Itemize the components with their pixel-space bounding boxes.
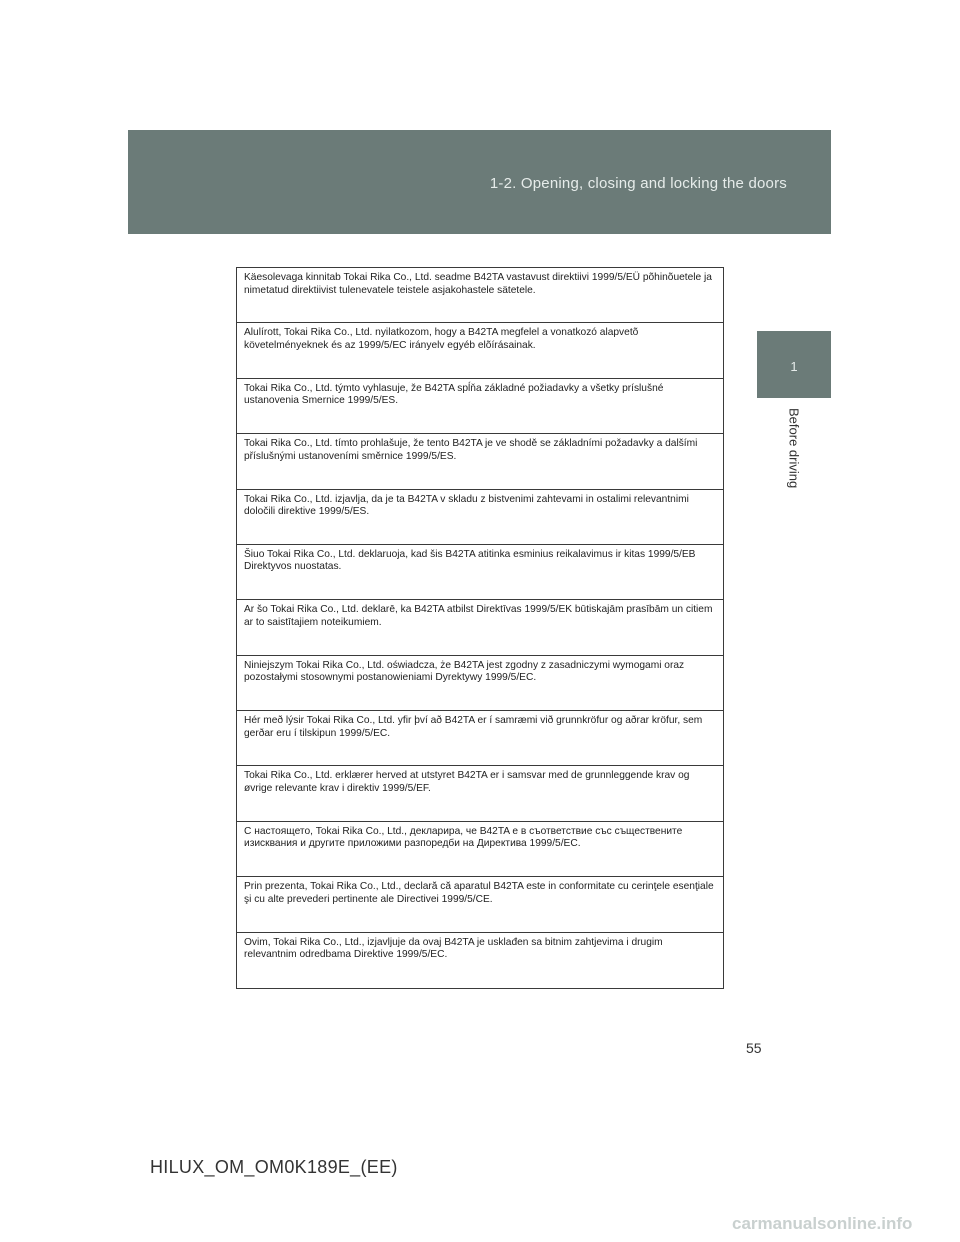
declaration-text-bulgarian: С настоящето, Tokai Rika Co., Ltd., декларира, че B42TA е в съответствие със съществените изисквания и другите приложими разпоредби на Директива 1999/5/EC.	[244, 825, 683, 850]
chapter-label: Before driving	[786, 408, 802, 489]
declaration-row	[237, 545, 723, 600]
declaration-row	[237, 490, 723, 545]
declaration-text-icelandic: Hér með lýsir Tokai Rika Co., Ltd. yfir því að B42TA er í samræmi við grunnkröfur og aðrar kröfur, sem gerðar eru í tilskipun 1999/5/EC.	[244, 715, 703, 739]
declaration-row	[237, 656, 723, 711]
chapter-tab	[757, 331, 831, 398]
chapter-number: 1	[790, 359, 798, 374]
declaration-row	[237, 822, 723, 877]
section-header-band	[128, 130, 831, 234]
section-title: 1-2. Opening, closing and locking the doors	[489, 175, 787, 192]
declaration-row	[237, 268, 723, 323]
declaration-row	[237, 434, 723, 489]
declaration-text-latvian: Ar šo Tokai Rika Co., Ltd. deklarē, ka B42TA atbilst Direktīvas 1999/5/EK būtiskajām prasībām un citiem ar to saistītajiem noteikumiem.	[244, 604, 713, 628]
watermark: carmanualsonline.info	[732, 1214, 913, 1233]
declaration-text-polish: Niniejszym Tokai Rika Co., Ltd. oświadcza, że B42TA jest zgodny z zasadniczymi wymogami oraz pozostałymi stosownymi postanowieniami Dyrektywy 1999/5/EC.	[244, 659, 685, 684]
declaration-row	[237, 933, 723, 988]
declaration-row	[237, 379, 723, 434]
declaration-text-norwegian: Tokai Rika Co., Ltd. erklærer herved at utstyret B42TA er i samsvar med de grunnleggende krav og øvrige relevante krav i direktiv 1999/5/EF.	[244, 770, 690, 794]
declaration-text-slovak: Tokai Rika Co., Ltd. týmto vyhlasuje, že B42TA spĺňa základné požiadavky a všetky príslušné ustanovenia Smernice 1999/5/ES.	[244, 382, 664, 407]
declaration-row	[237, 323, 723, 378]
declaration-text-estonian: Käesolevaga kinnitab Tokai Rika Co., Ltd. seadme B42TA vastavust direktiivi 1999/5/EÜ põhinõuetele ja nimetatud direktiivist tulenevatele teistele asjakohastele sätetele.	[244, 272, 712, 296]
chapter-label-container	[770, 408, 818, 508]
page-number: 55	[746, 1040, 762, 1056]
declaration-row	[237, 600, 723, 655]
declaration-row	[237, 877, 723, 932]
declaration-text-hungarian: Alulírott, Tokai Rika Co., Ltd. nyilatkozom, hogy a B42TA megfelel a vonatkozó alapvetõ követelményeknek és az 1999/5/EC irányelv egyéb elõírásainak.	[244, 327, 639, 351]
declaration-text-lithuanian: Šiuo Tokai Rika Co., Ltd. deklaruoja, kad šis B42TA atitinka esminius reikalavimus ir kitas 1999/5/EB Direktyvos nuostatas.	[244, 548, 696, 573]
declaration-row	[237, 766, 723, 821]
declaration-row	[237, 711, 723, 766]
declaration-text-slovenian: Tokai Rika Co., Ltd. izjavlja, da je ta B42TA v skladu z bistvenimi zahtevami in ostalimi relevantnimi določili direktive 1999/5/ES.	[244, 493, 689, 518]
declaration-text-croatian: Ovim, Tokai Rika Co., Ltd., izjavljuje da ovaj B42TA je usklađen sa bitnim zahtjevima i drugim relevantnim odredbama Direktive 1999/5/EC.	[244, 936, 663, 961]
document-code: HILUX_OM_OM0K189E_(EE)	[150, 1157, 398, 1177]
declaration-text-romanian: Prin prezenta, Tokai Rika Co., Ltd., declară că aparatul B42TA este in conformitate cu cerinţele esenţiale şi cu alte prevederi pertinente ale Directivei 1999/5/CE.	[244, 881, 714, 905]
declaration-text-czech: Tokai Rika Co., Ltd. tímto prohlašuje, že tento B42TA je ve shodě se základními požadavky a dalšími příslušnými ustanoveními směrnice 1999/5/ES.	[244, 438, 698, 462]
declaration-table	[236, 267, 724, 989]
